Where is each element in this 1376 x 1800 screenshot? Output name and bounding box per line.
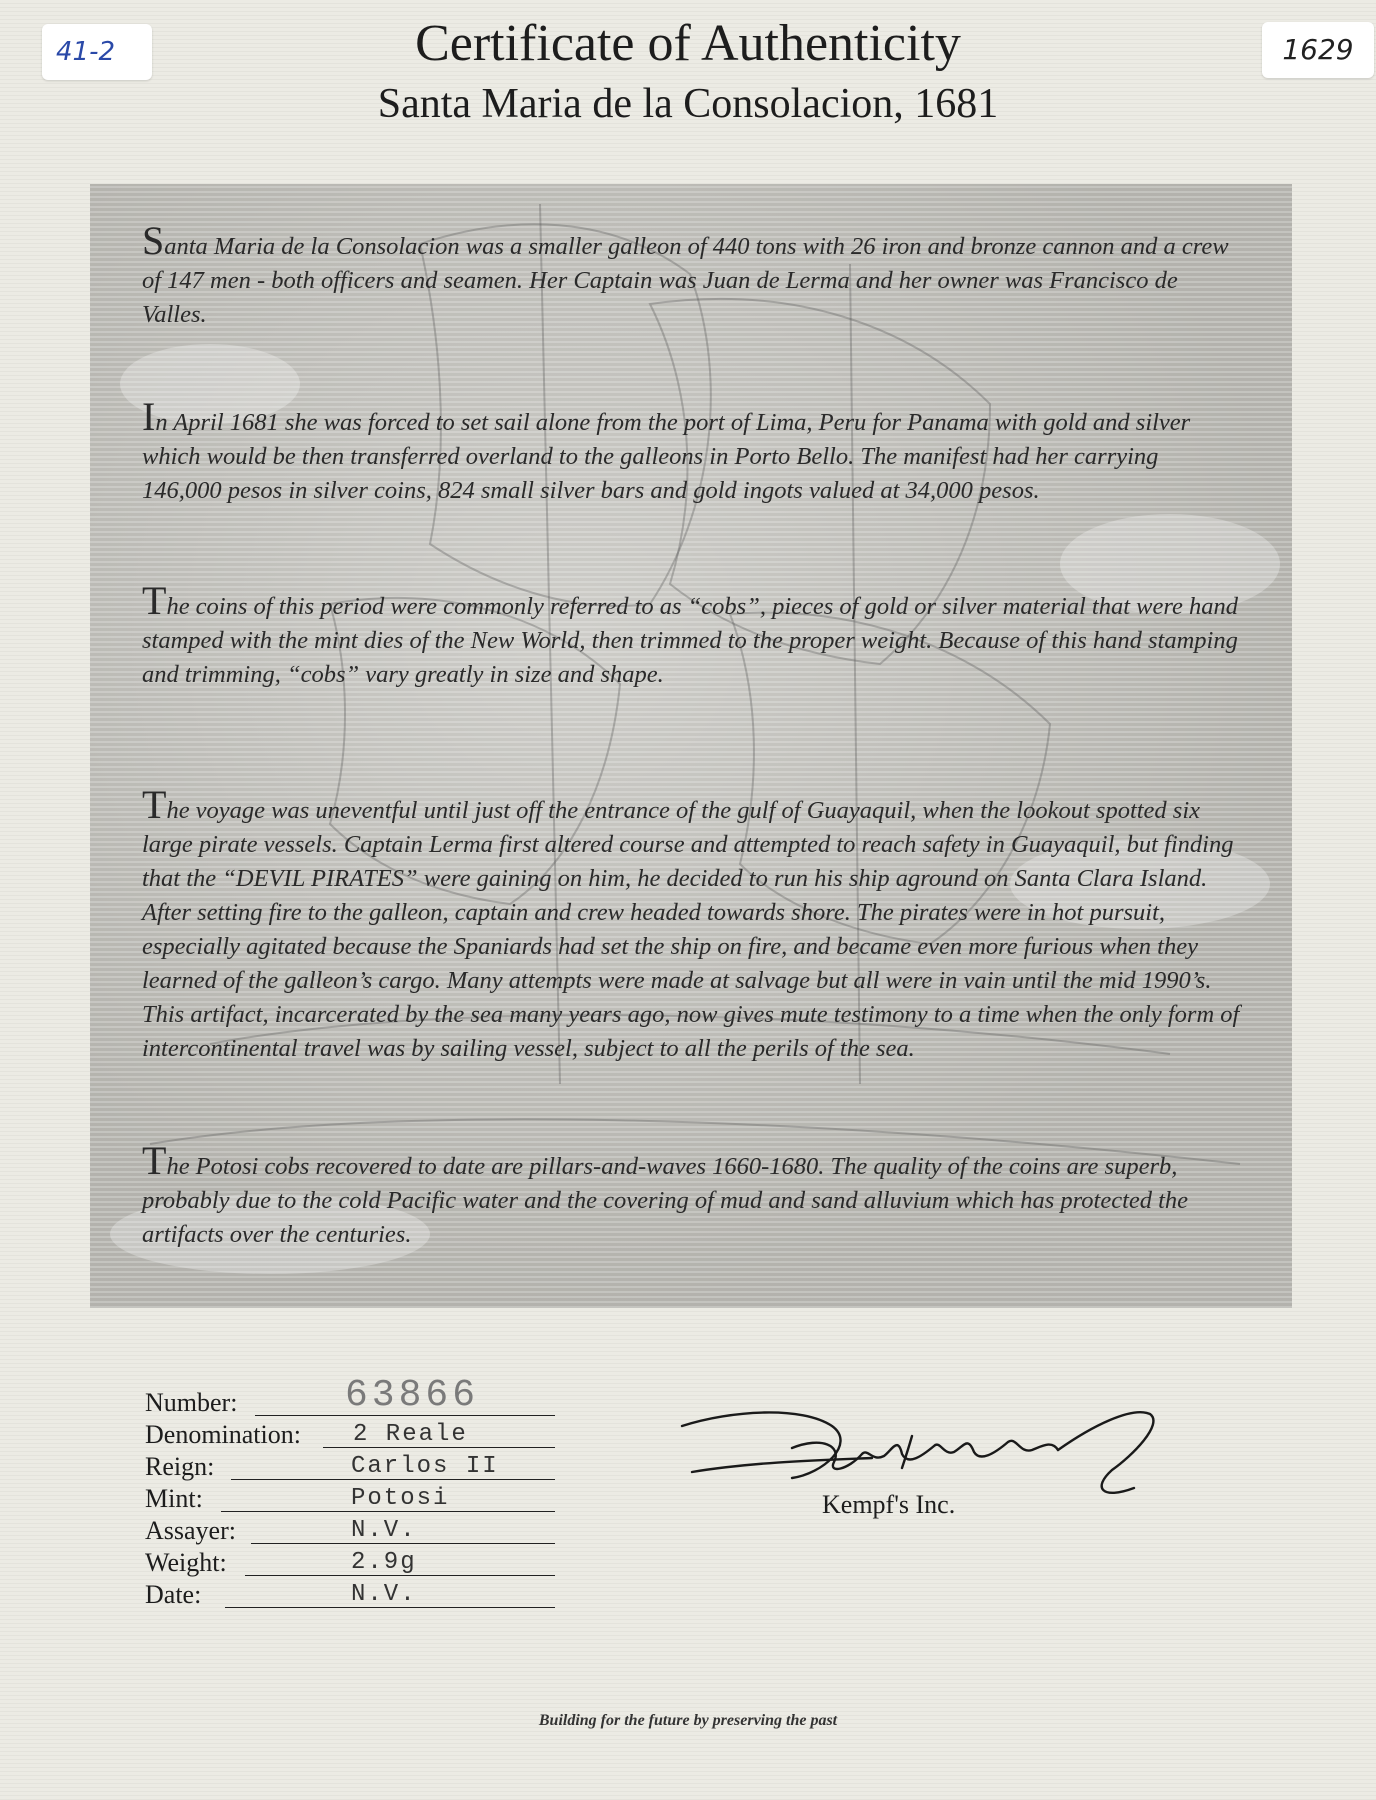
field-value: Potosi — [351, 1485, 450, 1512]
field-value: Carlos II — [351, 1453, 499, 1480]
paragraph-voyage-cargo: In April 1681 she was forced to set sail alone from the port of Lima, Peru for Panama with gold and silver which would be then transferred overland to the galleons in Porto Bello. The manifest had her carrying 146,000 pesos in silver coins, 824 small silver bars and gold ingots valued at 34,000 pesos. — [142, 394, 1191, 504]
field-value: N.V. — [351, 1581, 417, 1608]
field-value: 2 Reale — [353, 1421, 468, 1448]
field-assayer — [145, 1516, 565, 1546]
field-denomination — [145, 1420, 565, 1450]
paragraph-cobs: The coins of this period were commonly referred to as “cobs”, pieces of gold or silver material that were hand stamped with the mint dies of the New World, then trimmed to the proper weight. Because of this hand stamping and trimming, “cobs” vary greatly in size and shape. — [142, 578, 1238, 688]
field-value: 63866 — [345, 1374, 480, 1417]
field-label: Weight: — [145, 1548, 227, 1577]
field-label: Reign: — [145, 1452, 215, 1481]
field-reign — [145, 1452, 565, 1482]
field-label: Date: — [145, 1580, 202, 1609]
paragraph-ship-description: Santa Maria de la Consolacion was a smaller galleon of 440 tons with 26 iron and bronze cannon and a crew of 147 men - both officers and seamen. Her Captain was Juan de Lerma and her owner was Francisco de Valles. — [142, 218, 1229, 328]
field-label: Assayer: — [145, 1516, 236, 1545]
certificate-title: Certificate of Authenticity — [415, 15, 961, 72]
field-label: Denomination: — [145, 1420, 301, 1449]
paragraph-potosi-cobs: The Potosi cobs recovered to date are pillars-and-waves 1660-1680. The quality of the coins are superb, probably due to the cold Pacific water and the covering of mud and sand alluvium which has protected the artifacts over the centuries. — [142, 1138, 1189, 1248]
field-label: Mint: — [145, 1484, 203, 1513]
footer-tagline: Building for the future by preserving the past — [538, 1712, 838, 1729]
certificate-subtitle: Santa Maria de la Consolacion, 1681 — [377, 81, 999, 127]
field-label: Number: — [145, 1388, 238, 1417]
signature-company: Kempf's Inc. — [822, 1490, 956, 1519]
field-number — [145, 1374, 565, 1418]
field-mint — [145, 1484, 565, 1514]
field-value: 2.9g — [351, 1549, 417, 1576]
tag-right-text: 1629 — [1282, 33, 1354, 66]
tag-left-text: 41-2 — [56, 37, 116, 67]
field-date — [145, 1580, 565, 1610]
paragraph-pirates: The voyage was uneventful until just off the entrance of the gulf of Guayaquil, when the lookout spotted six large pirate vessels. Captain Lerma first altered course and attempted to reach safety in Guayaquil, but finding that the “DEVIL PIRATES” were gaining on him, he decided to run his ship aground on Santa Clara Island. After setting fire to the galleon, captain and crew headed towards shore. The pirates were in hot pursuit, especially agitated because the Spaniards had set the ship on fire, and became even more furious when they learned of the galleon’s cargo. Many attempts were made at salvage but all were in vain until the mid 1990’s. This artifact, incarcerated by the sea many years ago, now gives mute testimony to a time when the only form of intercontinental travel was by sailing vessel, subject to all the perils of the sea. — [142, 782, 1240, 1062]
field-weight — [145, 1548, 565, 1578]
galleon-background-art — [90, 184, 1292, 1308]
field-value: N.V. — [351, 1517, 417, 1544]
history-panel — [90, 184, 1292, 1308]
